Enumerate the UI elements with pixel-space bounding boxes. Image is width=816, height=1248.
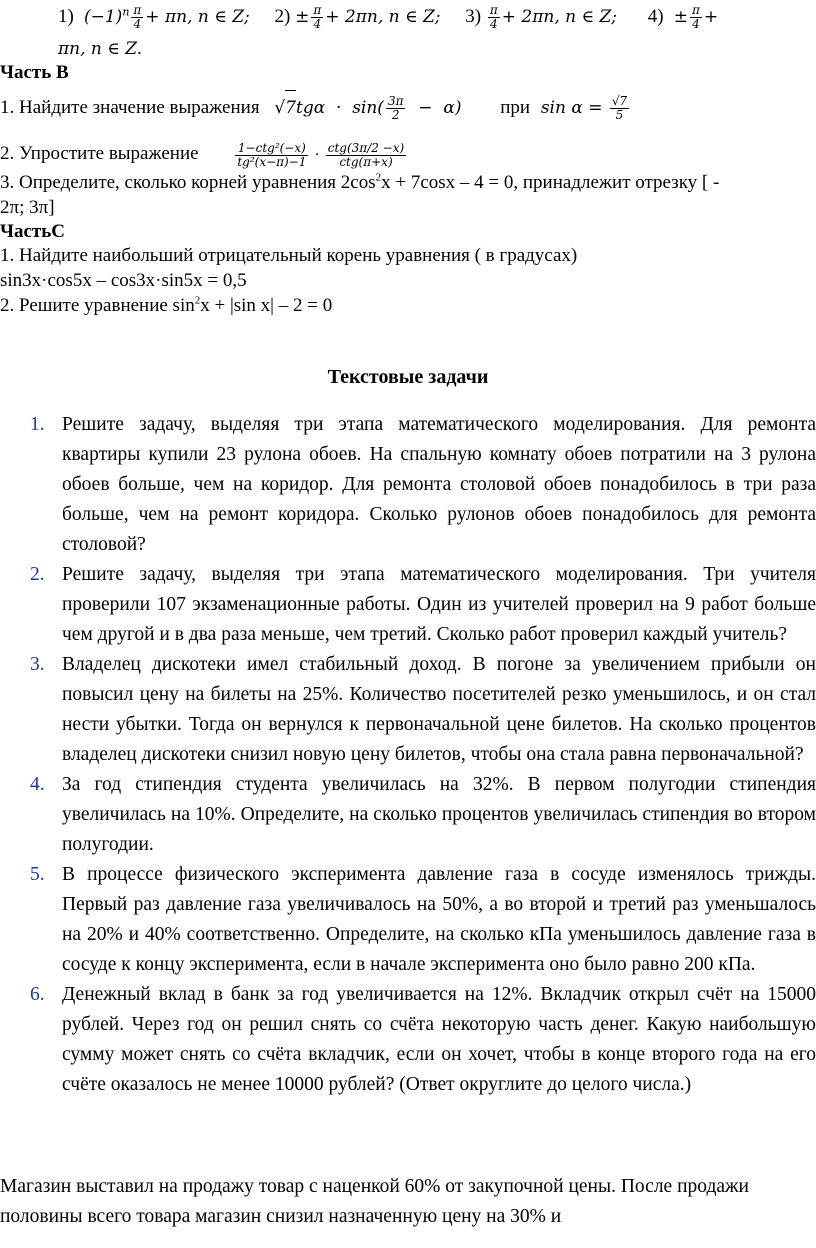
trailing-task-text: Магазин выставил на продажу товар с наценкой 60% от закупочной цены. После продажи половины всего товара магазин снизил назначенную цену на 30% и	[0, 1176, 749, 1227]
task-text: В процессе физического эксперимента давление газа в сосуде изменялось трижды. Первый раз давление газа увеличивалось на 50%, а во второй и третий раз уменьшалось на 20% и 40% соответственно. Определите, на сколько кПа уменьшилось давление газа в сосуде к концу эксперимента, если в начале эксперимента оно было равно 200 кПа.	[62, 864, 816, 975]
q1-expression: √7tgα · sin( $\frac{3\pi}{2}$ − α)	[274, 98, 461, 118]
task-number: 4.	[30, 774, 45, 795]
option-2-label: 2)	[274, 6, 291, 27]
part-c-question-1-equation: sin3x·cos5x – cos3x·sin5x = 0,5	[0, 270, 247, 291]
task-text: Решите задачу, выделяя три этапа математического моделирования. Три учителя проверили 107 экзаменационные работы. Один из учителей проверил на 9 работ больше чем другой и в два раза меньше, чем третий. Сколько работ проверил каждый учитель?	[62, 564, 816, 645]
task-text: За год стипендия студента увеличилась на 32%. В первом полугодии стипендия увеличилась на 10%. Определите, на сколько процентов увеличилась стипендия во втором полугодии.	[62, 774, 816, 855]
q3-text-b: x + 7cosx – 4 = 0, принадлежит отрезку [ -	[381, 172, 720, 193]
task-number: 1.	[30, 414, 45, 435]
option-4: ± $\frac{\pi}{4}$ +	[668, 3, 719, 31]
list-item	[30, 770, 816, 860]
answer-options-line	[58, 4, 718, 31]
task-list	[0, 410, 816, 1100]
task-text: Денежный вклад в банк за год увеличивается на 12%. Вкладчик открыл счёт на 15000 рублей. Через год он решил снять со счёта некоторую часть денег. Какую наибольшую сумму может снять со счёта вкладчик, если он хочет, чтобы в конце второго года на его счёте оказалось не менее 10000 рублей? (Ответ округлите до целого числа.)	[62, 984, 816, 1095]
list-item	[30, 650, 816, 770]
option-4-label: 4)	[647, 6, 664, 27]
part-c-heading: ЧастьС	[0, 221, 65, 242]
q2c-text-b: x + |sin x| – 2 = 0	[200, 295, 333, 316]
q3-text-a: 3. Определите, сколько корней уравнения 2cos	[0, 172, 376, 193]
q1-prefix: 1. Найдите значение выражения	[0, 97, 260, 118]
option-4-continued: πn, n ∈ Z.	[58, 39, 143, 59]
part-b-question-2	[0, 136, 408, 172]
q2-expression: $\frac{\text{1−ctg²(−x)}}{\text{tg²(x−π)−1}}$ · $\frac{\text{ctg(3π/2 −x)}}{\text{ctg(π+x)}}$	[237, 140, 405, 169]
list-item	[30, 980, 816, 1100]
option-1: $(-1)^n$ $\frac{\pi}{4}$ + πn, n ∈ Z;	[78, 3, 250, 31]
task-number: 2.	[30, 564, 45, 585]
task-number: 3.	[30, 654, 45, 675]
task-text: Владелец дискотеки имел стабильный доход. В погоне за увеличением прибыли он повысил цену на билеты на 25%. Количество посетителей резко уменьшилось, и он стал нести убытки. Тогда он вернулся к первоначальной цене билетов. На сколько процентов владелец дискотеки снизил новую цену билетов, чтобы она стала равна первоначальной?	[62, 654, 816, 765]
option-3: $\frac{\pi}{4}$ + 2πn, n ∈ Z;	[489, 3, 618, 31]
part-c-question-2: 2. Решите уравнение $\sin^2x + |\sin$ x| – 2 = 0	[0, 294, 333, 316]
section-title: Текстовые задачи	[327, 366, 489, 388]
list-item	[30, 860, 816, 980]
task-number: 6.	[30, 984, 45, 1005]
option-2: ± $\frac{\pi}{4}$ + 2πn, n ∈ Z;	[295, 3, 441, 31]
q2-prefix: 2. Упростите выражение	[0, 143, 199, 164]
part-b-question-1	[0, 90, 631, 124]
list-item	[30, 560, 816, 650]
part-c-question-1: 1. Найдите наибольший отрицательный корень уравнения ( в градусах)	[0, 245, 578, 266]
option-3-label: 3)	[465, 6, 482, 27]
part-b-question-3: 3. Определите, сколько корней уравнения $2\cos^2x + 7\cos x - 4 = 0$, принадлежит отрезку [ -	[0, 171, 720, 193]
q2c-text-a: 2. Решите уравнение sin	[0, 295, 195, 316]
option-1-label: 1)	[58, 6, 74, 27]
part-b-question-3-cont: 2π; 3π]	[0, 197, 55, 218]
part-b-heading: Часть В	[0, 62, 69, 83]
task-number: 5.	[30, 864, 45, 885]
list-item	[30, 410, 816, 560]
q1-condition-prefix: при	[500, 97, 531, 118]
q1-condition: sin α = $\frac{√7}{5}$	[540, 94, 628, 122]
task-text: Решите задачу, выделяя три этапа математического моделирования. Для ремонта квартиры купили 23 рулона обоев. На спальную комнату обоев потратили на 3 рулона обоев больше, чем на коридор. Для ремонта столовой обоев понадобилось в три раза больше, чем на ремонт коридора. Сколько рулонов обоев понадобилось для ремонта столовой?	[62, 414, 816, 555]
